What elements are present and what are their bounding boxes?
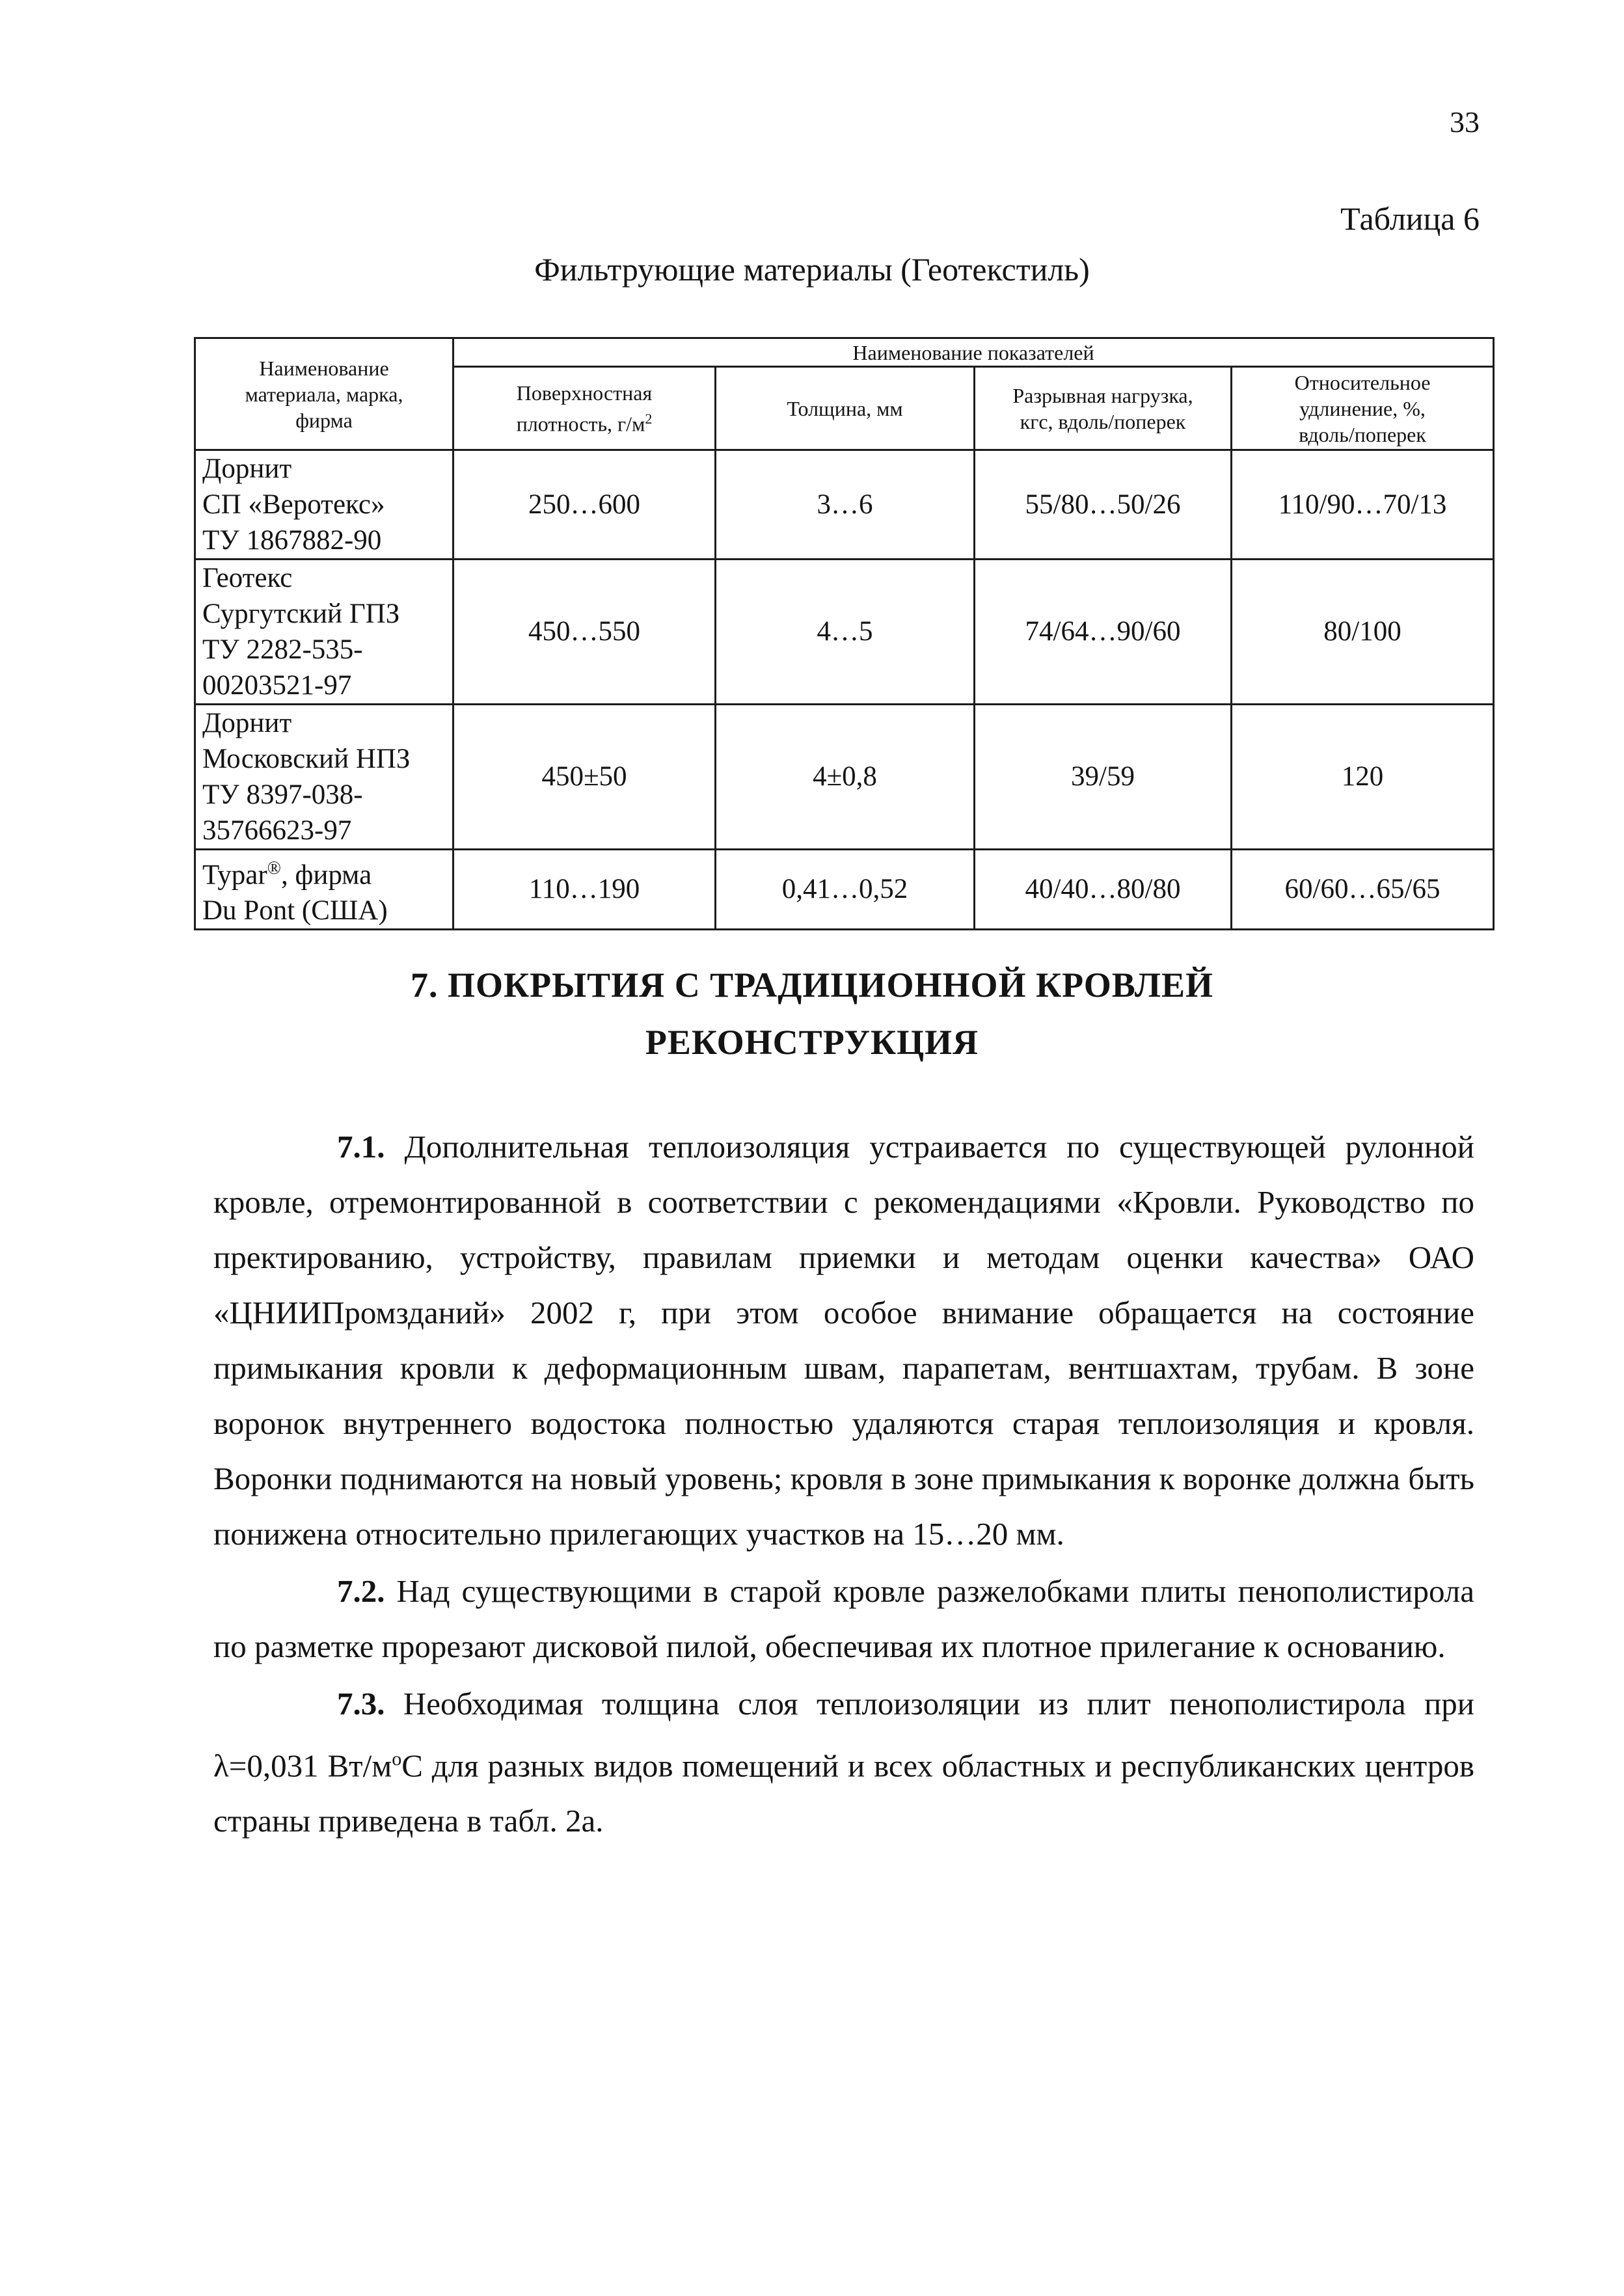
header-material (195, 338, 453, 450)
paragraph-text: С для разных видов помещений и всех областных и республиканских центров страны приведена в табл. 2а. (213, 1748, 1474, 1839)
elongation-cell: 120 (1232, 705, 1494, 850)
table-row (195, 560, 1494, 705)
material-name-line: Du Pont (США) (202, 895, 388, 926)
paragraph-7-1 (213, 1119, 1474, 1561)
header-load-line: Разрывная нагрузка, (1012, 383, 1193, 407)
header-group: Наименование показателей (453, 338, 1494, 367)
material-name (195, 705, 453, 850)
density-cell: 110…190 (453, 850, 716, 930)
paragraph-7-2 (213, 1563, 1474, 1674)
paragraph-text: Дополнительная теплоизоляция устраивается по существующей рулонной кровле, отремонтированной в соответствии с рекомендациями «Кровли. Руководство по пректированию, устройству, правилам приемки и методам оценки качества» ОАО «ЦНИИПромзданий» 2002 г, при этом особое внимание обращается на состояние примыкания кровли к деформационным швам, парапетам, вентшахтам, трубам. В зоне воронок внутреннего водостока полностью удаляются старая теплоизоляция и кровля. Воронки поднимаются на новый уровень; кровля в зоне примыкания к воронке должна быть понижена относительно прилегающих участков на 15…20 мм. (213, 1129, 1474, 1552)
page-number: 33 (1450, 105, 1480, 139)
table-label: Таблица 6 (1340, 200, 1480, 237)
material-name-line: Дорнит (202, 708, 292, 738)
material-brand: Typar (202, 859, 267, 891)
thickness-cell: 4…5 (716, 560, 975, 705)
elongation-cell: 60/60…65/65 (1232, 850, 1494, 930)
table-title: Фильтрующие материалы (Геотекстиль) (534, 251, 1090, 288)
material-name-line: ТУ 1867882-90 (202, 525, 382, 556)
paragraph-text: Необходимая толщина слоя теплоизоляции из плит пенополистирола при λ=0,031 Вт/м (213, 1686, 1474, 1784)
paragraph-number: 7.3. (337, 1686, 385, 1722)
header-load (975, 367, 1232, 450)
table-row (195, 705, 1494, 850)
table-row (195, 450, 1494, 560)
paragraph-text: Над существующими в старой кровле разжелобками плиты пенополистирола по разметке прорезают дисковой пилой, обеспечивая их плотное прилегание к основанию. (213, 1573, 1474, 1664)
elongation-cell: 80/100 (1232, 560, 1494, 705)
registered-mark: ® (267, 858, 281, 878)
load-cell: 74/64…90/60 (975, 560, 1232, 705)
header-thickness: Толщина, мм (716, 367, 975, 450)
header-density-line: Поверхностная (516, 381, 653, 405)
material-firm-label: , фирма (280, 859, 372, 891)
material-name (195, 450, 453, 560)
density-cell: 450…550 (453, 560, 716, 705)
table-row (195, 850, 1494, 930)
material-name-line: ТУ 2282-535- (202, 634, 363, 665)
section-heading (0, 956, 1624, 1071)
material-name-line: 35766623-97 (202, 815, 352, 846)
geotextile-table (194, 337, 1495, 930)
header-material-line: фирма (295, 408, 353, 432)
load-cell: 55/80…50/26 (975, 450, 1232, 560)
header-material-line: материала, марка, (245, 382, 403, 406)
density-cell: 450±50 (453, 705, 716, 850)
thickness-cell: 3…6 (716, 450, 975, 560)
material-name (195, 850, 453, 930)
material-name-line: СП «Веротекс» (202, 489, 385, 520)
section-heading-line-2: РЕКОНСТРУКЦИЯ (645, 1023, 979, 1062)
material-name (195, 560, 453, 705)
material-name-line: Сургутский ГПЗ (202, 599, 400, 629)
density-cell: 250…600 (453, 450, 716, 560)
header-elongation (1232, 367, 1494, 450)
paragraph-7-3 (213, 1676, 1474, 1848)
header-elongation-line: удлинение, %, (1299, 396, 1426, 420)
material-name-line: ТУ 8397-038- (202, 779, 363, 810)
section-body (213, 1119, 1474, 1850)
thickness-cell: 4±0,8 (716, 705, 975, 850)
section-heading-line-1: 7. ПОКРЫТИЯ С ТРАДИЦИОННОЙ КРОВЛЕЙ (411, 966, 1213, 1005)
header-elongation-line: Относительное (1294, 370, 1431, 394)
header-density-line (454, 406, 714, 437)
material-name-line: 00203521-97 (202, 670, 352, 701)
header-load-line: кгс, вдоль/поперек (1020, 409, 1186, 433)
load-cell: 40/40…80/80 (975, 850, 1232, 930)
elongation-cell: 110/90…70/13 (1232, 450, 1494, 560)
header-density (453, 367, 716, 450)
paragraph-number: 7.1. (337, 1129, 385, 1165)
header-density-exponent: 2 (645, 410, 653, 427)
header-density-unit: плотность, г/м (516, 412, 645, 436)
thickness-cell: 0,41…0,52 (716, 850, 975, 930)
header-elongation-line: вдоль/поперек (1299, 422, 1426, 446)
header-material-line: Наименование (259, 356, 389, 380)
paragraph-number: 7.2. (337, 1573, 385, 1609)
material-name-line: Дорнит (202, 453, 292, 484)
material-name-line: Московский НПЗ (202, 744, 411, 774)
material-name-line: Геотекс (202, 563, 293, 593)
material-name-line (202, 850, 452, 893)
load-cell: 39/59 (975, 705, 1232, 850)
degree-mark: о (392, 1748, 402, 1770)
